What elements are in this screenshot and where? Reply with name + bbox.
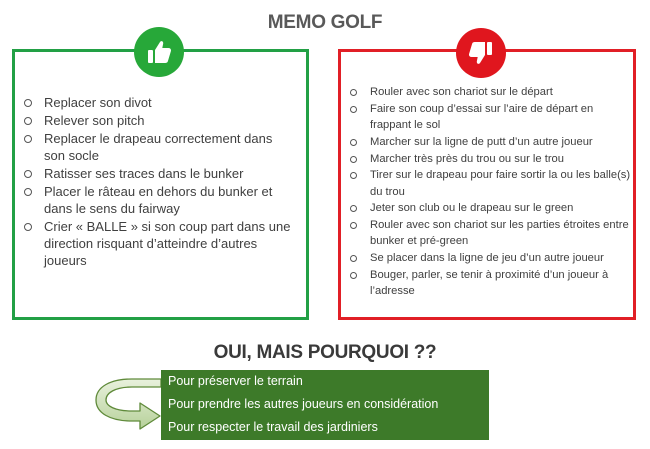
list-item: Faire son coup d’essai sur l’aire de départ en frappant le sol [350, 101, 634, 134]
list-item: Jeter son club ou le drapeau sur le green [350, 200, 634, 216]
list-item: Rouler avec son chariot sur le départ [350, 84, 634, 100]
thumbs-down-badge [456, 28, 506, 78]
list-item: Ratisser ses traces dans le bunker [24, 165, 296, 182]
curved-arrow-icon [92, 376, 162, 431]
list-item: Bouger, parler, se tenir à proximité d’un joueur à l’adresse [350, 267, 634, 300]
list-item: Se placer dans la ligne de jeu d’un autre joueur [350, 250, 634, 266]
thumbs-up-icon [144, 37, 174, 67]
list-item: Placer le râteau en dehors du bunker et dans le sens du fairway [24, 183, 296, 217]
reason-item: Pour respecter le travail des jardiniers [168, 420, 378, 434]
list-item: Crier « BALLE » si son coup part dans une direction risquant d’atteindre d’autres joueurs [24, 218, 296, 269]
dont-list [350, 84, 634, 300]
thumbs-down-icon [466, 38, 496, 68]
list-item: Marcher sur la ligne de putt d’un autre joueur [350, 134, 634, 150]
do-list [24, 94, 296, 270]
list-item: Rouler avec son chariot sur les parties étroites entre bunker et pré-green [350, 217, 634, 250]
list-item: Relever son pitch [24, 112, 296, 129]
reason-item: Pour préserver le terrain [168, 374, 303, 388]
list-item: Tirer sur le drapeau pour faire sortir la ou les balle(s) du trou [350, 167, 634, 200]
reason-item: Pour prendre les autres joueurs en considération [168, 397, 439, 411]
section-subtitle: OUI, MAIS POURQUOI ?? [213, 342, 437, 363]
list-item: Replacer le drapeau correctement dans son socle [24, 130, 296, 164]
page-title: MEMO GOLF [267, 12, 383, 33]
list-item: Replacer son divot [24, 94, 296, 111]
thumbs-up-badge [134, 27, 184, 77]
list-item: Marcher très près du trou ou sur le trou [350, 151, 634, 167]
reasons-box [161, 370, 489, 440]
